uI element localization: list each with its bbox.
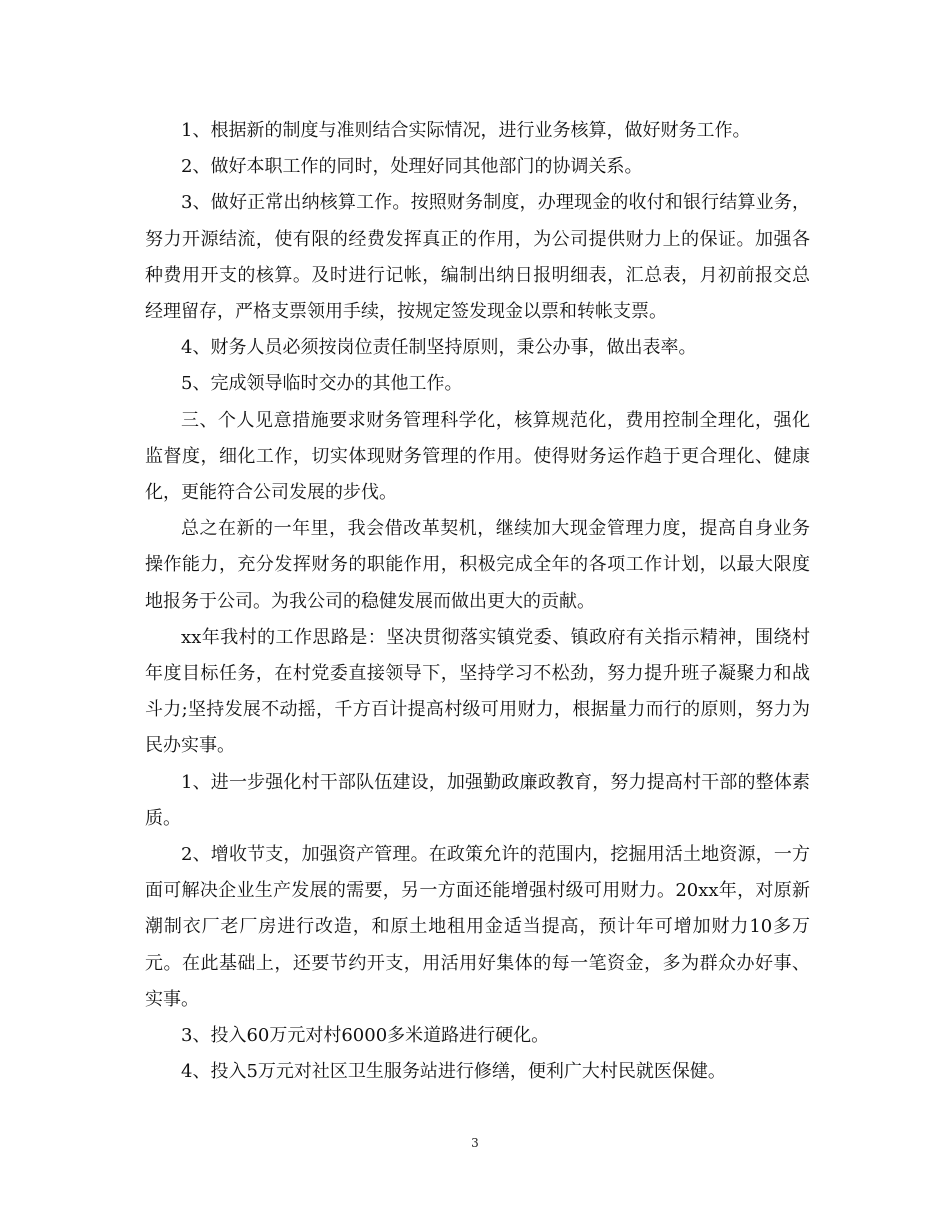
paragraph-item-3: 3、做好正常出纳核算工作。按照财务制度，办理现金的收付和银行结算业务，努力开源结流，使有限的经费发挥真正的作用，为公司提供财力上的保证。加强各种费用开支的核算。及时进行记帐，编制出纳日报明细表，汇总表，月初前报交总经理留存，严格支票领用手续，按规定签发现金以票和转帐支票。 (145, 192, 810, 323)
paragraph-item-1: 1、根据新的制度与准则结合实际情况，进行业务核算，做好财务工作。 (181, 120, 751, 141)
paragraph-item-2: 2、做好本职工作的同时，处理好同其他部门的协调关系。 (181, 156, 643, 178)
document-body (145, 113, 810, 1090)
paragraph-village-item-3: 3、投入60万元对村6000多米道路进行硬化。 (181, 1025, 550, 1047)
paragraph-section-three: 三、个人见意措施要求财务管理科学化，核算规范化，费用控制全理化，强化监督度，细化工作，切实体现财务管理的作用。使得财务运作趋于更合理化、健康化，更能符合公司发展的步伐。 (145, 409, 810, 504)
paragraph-village-item-2: 2、增收节支，加强资产管理。在政策允许的范围内，挖掘用活土地资源，一方面可解决企业生产发展的需要，另一方面还能增强村级可用财力。20xx年，对原新潮制衣厂老厂房进行改造，和原土地租用金适当提高，预计年可增加财力10多万元。在此基础上，还要节约开支，用活用好集体的每一笔资金，多为群众办好事、实事。 (145, 844, 810, 1010)
paragraph-item-4: 4、财务人员必须按岗位责任制坚持原则，秉公办事，做出表率。 (181, 337, 697, 359)
page-number: 3 (471, 1136, 479, 1150)
paragraph-summary: 总之在新的一年里，我会借改革契机，继续加大现金管理力度，提高自身业务操作能力，充分发挥财务的职能作用，积极完成全年的各项工作计划，以最大限度地报务于公司。为我公司的稳健发展而做出更大的贡献。 (145, 518, 810, 612)
paragraph-village-plan: xx年我村的工作思路是：坚决贯彻落实镇党委、镇政府有关指示精神，围绕村年度目标任务，在村党委直接领导下，坚持学习不松劲，努力提升班子凝聚力和战斗力;坚持发展不动摇，千方百计提高村级可用财力，根据量力而行的原则，努力为民办实事。 (145, 626, 810, 757)
paragraph-village-item-4: 4、投入5万元对社区卫生服务站进行修缮，便利广大村民就医保健。 (181, 1061, 726, 1083)
paragraph-village-item-1: 1、进一步强化村干部队伍建设，加强勤政廉政教育，努力提高村干部的整体素质。 (145, 771, 810, 829)
paragraph-item-5: 5、完成领导临时交办的其他工作。 (181, 373, 463, 395)
